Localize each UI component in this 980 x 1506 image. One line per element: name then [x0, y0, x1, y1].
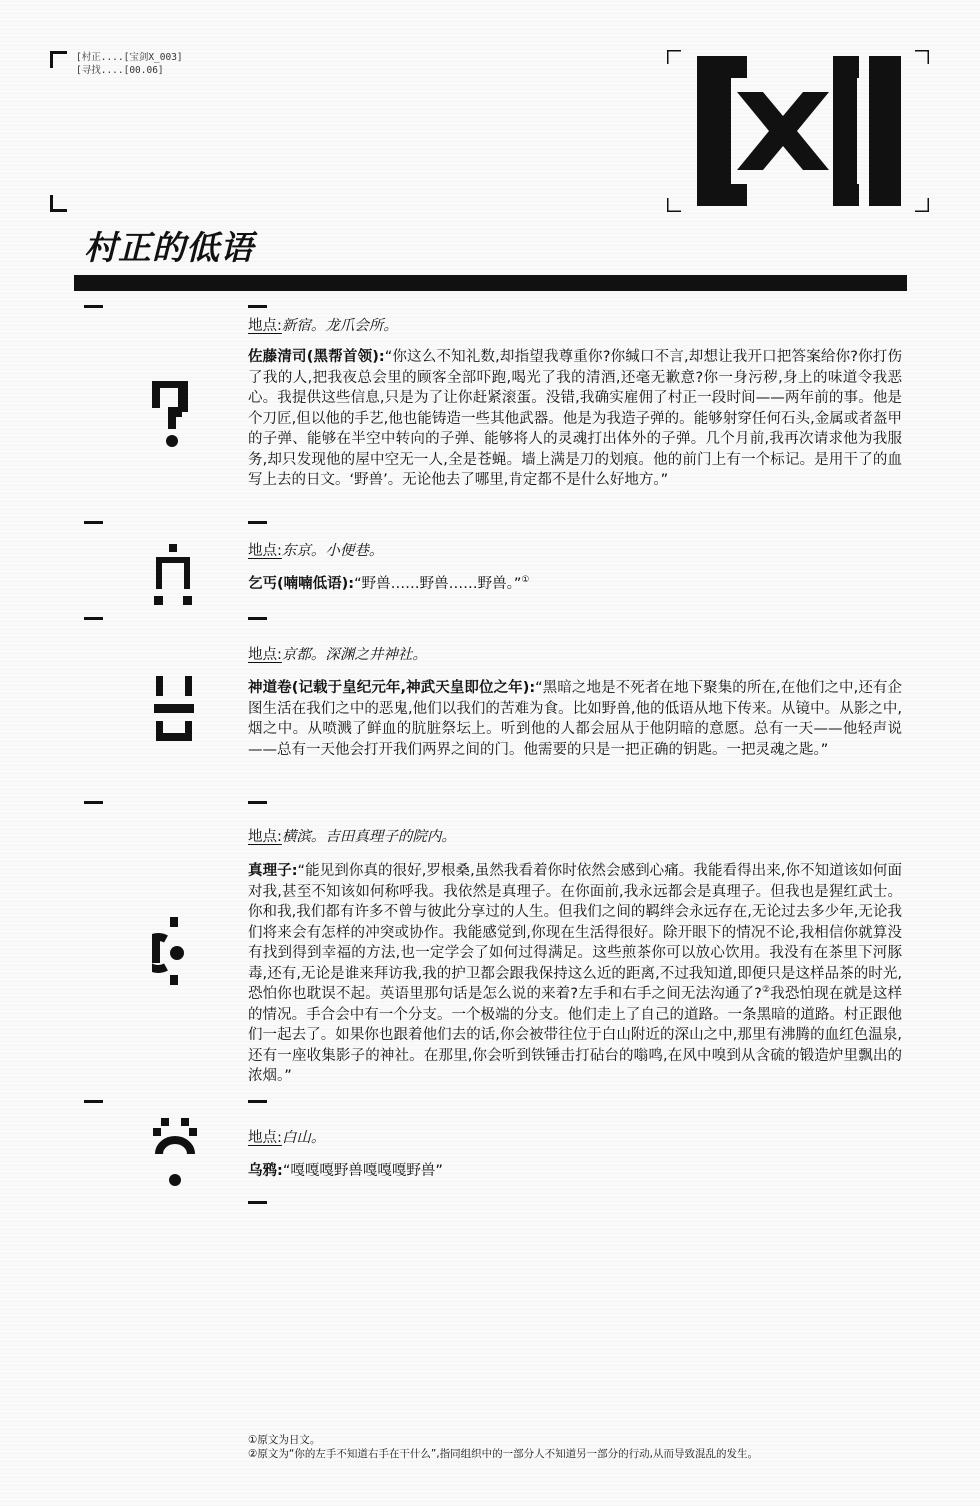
location-value: 横滨。吉田真理子的院内。	[281, 829, 456, 845]
meta-line-1: [村正....[宝剑X_003]	[76, 52, 183, 63]
separator-dash	[248, 305, 267, 308]
quote-text: “嘎嘎嘎野兽嘎嘎嘎野兽”	[282, 1163, 443, 1179]
gate-glyph-icon	[154, 676, 194, 742]
speaker-name: 真理子:	[248, 863, 298, 879]
quote-text: “黑暗之地是不死者在地下聚集的所在,在他们之中,还有企图生活在我们之中的恶鬼,他们以我们的苦难为食。比如野兽,他的低语从地下传来。从镜中。从影之中,烟之中。从喷溅了鲜血的肮脏祭坛上。听到他的人都会屈从于他阴暗的意愿。总有一天——他轻声说——总有一天他会打开我们两界之间的门。他需要的只是一把正确的钥匙。一把灵魂之匙。”	[248, 680, 902, 758]
footnotes	[248, 1433, 758, 1461]
title-bar	[74, 275, 907, 291]
entry-location	[248, 826, 456, 848]
speaker-name: 佐藤清司(黑帮首领):	[248, 349, 385, 365]
footnote-2: ②原文为“你的左手不知道右手在干什么”,指同组织中的一部分人不知道另一部分的行动,从而导致混乱的发生。	[248, 1448, 758, 1460]
quote-text: “能见到你真的很好,罗根桑,虽然我看着你时依然会感到心痛。我能看得出来,你不知道该如何面对我,甚至不知该如何称呼我。我依然是真理子。在你面前,我永远都会是真理子。但我也是猩红武士。你和我,我们都有许多不曾与彼此分享过的人生。但我们之间的羁绊会永远存在,无论过去多少年,无论我们将来会有怎样的冲突或协作。我能感觉到,你现在生活得很好。除开眼下的情况不论,我相信你就算没有找到得到幸福的方法,也一定学会了如何过得满足。这些煎茶你可以放心饮用。我没有在茶里下河豚毒,还有,无论是谁来拜访我,我的护卫都会跟我保持这么近的距离,不过我知道,即便只是这样品茶的时光,恐怕你也耽误不起。英语里那句话是怎么说的来着?左手和右手之间无法沟通了?	[248, 863, 902, 1002]
figure-glyph-icon	[154, 544, 192, 606]
logo-block	[667, 50, 929, 212]
speaker-name: 神道卷(记载于皇纪元年,神武天皇即位之年):	[248, 680, 536, 696]
entry-location	[248, 1127, 325, 1149]
entry-text	[248, 678, 902, 760]
quote-text: “野兽……野兽……野兽。”	[354, 576, 522, 592]
x-brand-logo-icon	[667, 50, 929, 212]
location-label: 地点:	[248, 1130, 282, 1146]
entry-text	[248, 574, 902, 595]
entry-text	[248, 861, 902, 1087]
header-meta	[76, 51, 183, 77]
meta-line-2: [寻找....[00.06]	[76, 65, 164, 76]
entry-text	[248, 1161, 902, 1182]
footnote-ref: ①	[521, 575, 530, 586]
location-value: 京都。深渊之井神社。	[281, 647, 427, 663]
location-value: 白山。	[281, 1130, 326, 1146]
frame-corner-bottom-left	[50, 195, 67, 212]
separator-dash	[248, 801, 267, 804]
separator-dash	[84, 1100, 103, 1103]
separator-dash	[248, 1201, 267, 1204]
location-label: 地点:	[248, 647, 282, 663]
location-label: 地点:	[248, 318, 282, 334]
separator-dash	[248, 617, 267, 620]
entry-text	[248, 347, 902, 491]
page-title: 村正的低语	[84, 228, 254, 267]
entry-location	[248, 644, 427, 666]
footnote-1: ①原文为日文。	[248, 1434, 321, 1446]
quote-text-continued: 我恐怕现在就是这样的情况。手合会中有一个分支。一个极端的分支。他们走上了自己的道路。一条黑暗的道路。村正跟他们一起去了。如果你也跟着他们去的话,你会被带往位于白山附近的深山之中,那里有沸腾的血红色温泉,还有一座收集影子的神社。在那里,你会听到铁锤击打砧台的嗡鸣,在风中嗅到从含硫的锻造炉里飘出的浓烟。”	[248, 986, 902, 1084]
separator-dash	[248, 1100, 267, 1103]
separator-dash	[248, 521, 267, 524]
location-label: 地点:	[248, 543, 282, 559]
quote-text: “你这么不知礼数,却指望我尊重你?你缄口不言,却想让我开口把答案给你?你打伤了我的人,把我夜总会里的顾客全部吓跑,喝光了我的清酒,还毫无歉意?你一身污秽,身上的味道令我恶心。我提供这些信息,只是为了让你赶紧滚蛋。没错,我确实雇佣了村正一段时间——两年前的事。他是个刀匠,但以他的手艺,他也能铸造一些其他武器。他是为我造子弹的。能够射穿任何石头,金属或者盔甲的子弹、能够在半空中转向的子弹、能够将人的灵魂打出体外的子弹。几个月前,我再次请求他为我服务,却只发现他的屋中空无一人,全是苍蝇。墙上满是刀的划痕。他的前门上有一个标记。是用干了的血写上去的日文。‘野兽’。无论他去了哪里,肯定都不是什么好地方。”	[248, 349, 902, 488]
location-value: 东京。小便巷。	[281, 543, 384, 559]
separator-dash	[84, 801, 103, 804]
footnote-ref: ②	[761, 985, 771, 996]
moon-glyph-icon	[152, 917, 196, 985]
location-label: 地点:	[248, 829, 282, 845]
separator-dash	[84, 521, 103, 524]
separator-dash	[84, 305, 103, 308]
frown-face-glyph-icon	[153, 1118, 197, 1188]
separator-dash	[84, 617, 103, 620]
frame-corner-top-left	[50, 51, 67, 68]
speaker-name: 乞丐(喃喃低语):	[248, 576, 355, 592]
location-value: 新宿。龙爪会所。	[281, 318, 398, 334]
speaker-name: 乌鸦:	[248, 1163, 283, 1179]
entry-location	[248, 540, 383, 562]
question-glyph-icon	[152, 381, 190, 451]
entry-location	[248, 315, 398, 337]
